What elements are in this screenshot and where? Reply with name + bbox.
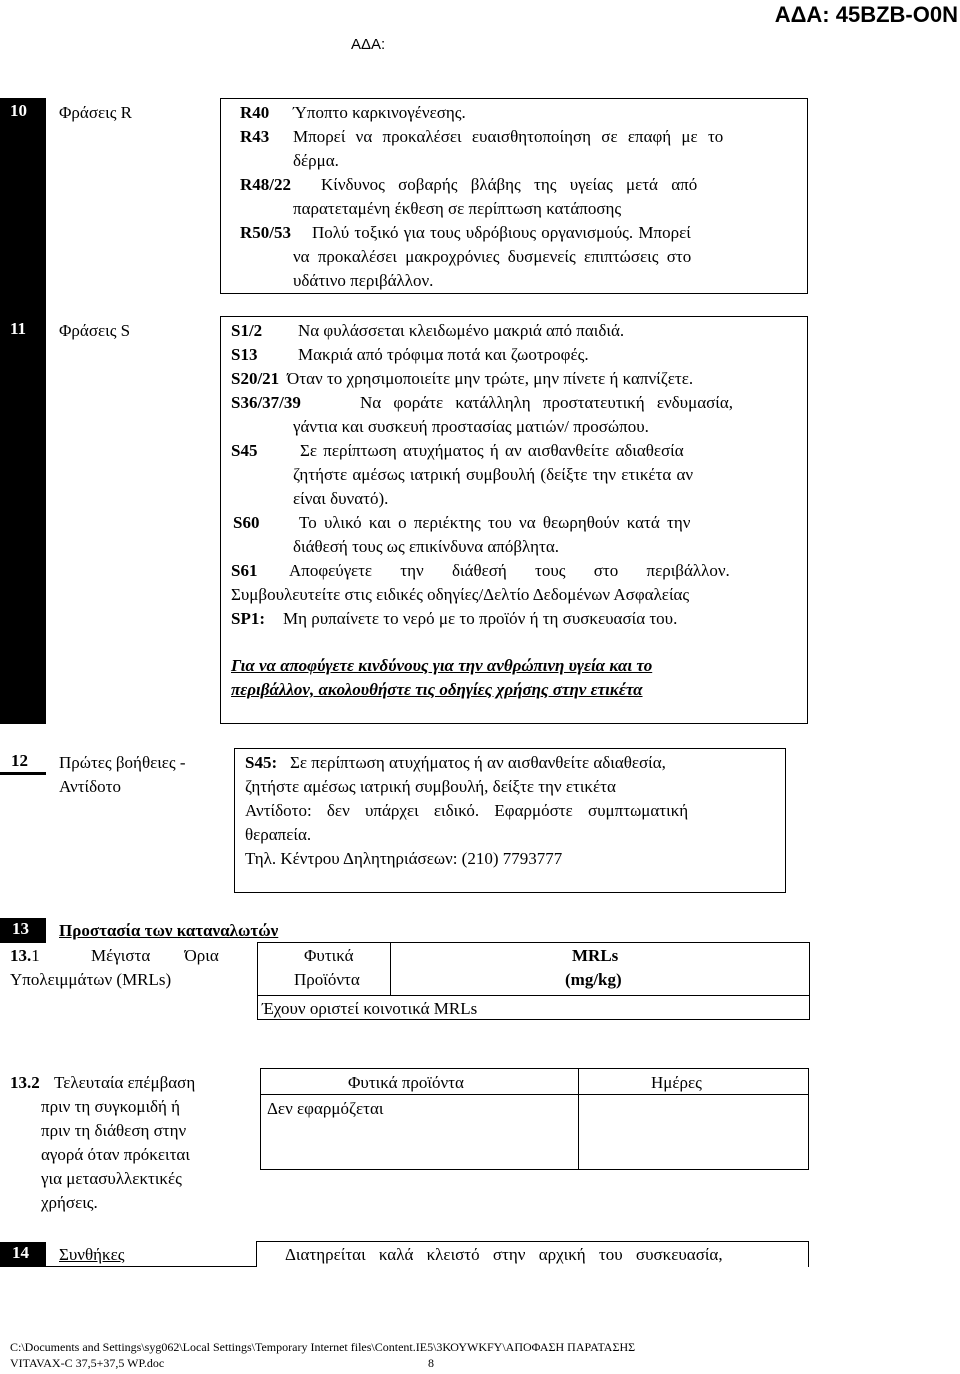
s10-code: R43 (240, 127, 270, 146)
sub-13-2-label-line: πριν τη διάθεση στην (41, 1121, 187, 1140)
mrl-col-mrls-1: MRLs (572, 946, 619, 965)
ada-top: ΑΔΑ: 45ΒΖΒ-Ο0Ν (774, 2, 958, 27)
sub-13-1-num-a: 13. (10, 946, 32, 965)
section-12-number: 12 (11, 751, 28, 770)
s11-text: Το υλικό και ο περιέκτης του να θεωρηθούν κατά την (299, 513, 691, 532)
s11-code: S60 (233, 513, 260, 532)
phi-col-days: Ημέρες (651, 1073, 702, 1092)
footer-path: C:\Documents and Settings\syg062\Local Settings\Temporary Internet files\Content.IE5\3ΚΟΥWKFY\ΑΠΟΦΑΣΗ ΠΑΡΑΤΑΣΗΣ (10, 1340, 636, 1354)
s10-text: Πολύ τοξικό για τους υδρόβιους οργανισμούς. Μπορεί (312, 223, 691, 242)
sub-13-1-number (10, 944, 40, 968)
s11-code: S13 (231, 345, 258, 364)
s10-text: δέρμα. (293, 151, 339, 170)
section-13-number: 13 (12, 919, 29, 938)
section-12-title-2: Αντίδοτο (59, 777, 121, 796)
section-11-title: Φράσεις S (59, 321, 131, 340)
s11-text: διάθεσή τους ως επικίνδυνα απόβλητα. (293, 537, 559, 556)
s11-text: ζητήστε αμέσως ιατρική συμβουλή (δείξτε την ετικέτα αν (293, 465, 694, 484)
section-14-number: 14 (12, 1243, 29, 1262)
s11-text: Μη ρυπαίνετε το νερό με το προϊόν ή τη συσκευασία του. (283, 609, 678, 628)
s10-text: παρατεταμένη έκθεση σε περίπτωση κατάποσης (293, 199, 622, 218)
footer-file: VITAVAX-C 37,5+37,5 WP.doc (10, 1356, 165, 1370)
sub-13-2-number: 13.2 (10, 1073, 40, 1092)
section-12-line-5: Τηλ. Κέντρου Δηλητηριάσεων: (210) 7793777 (245, 849, 563, 868)
section-10-bar (0, 98, 46, 724)
section-12-line-1: Σε περίπτωση ατυχήματος ή αν αισθανθείτε αδιαθεσία, (290, 753, 666, 772)
section-12-line-2: ζητήστε αμέσως ιατρική συμβουλή, δείξτε την ετικέτα (245, 777, 616, 796)
mrl-col-mrls-2: (mg/kg) (565, 970, 622, 989)
phi-header-divider (260, 1094, 809, 1095)
section-11-number: 11 (10, 319, 27, 338)
s11-text: Μακριά από τρόφιμα ποτά και ζωοτροφές. (298, 345, 589, 364)
sub-13-1-label-1: Μέγιστα Όρια (91, 946, 219, 965)
s11-code: S36/37/39 (231, 393, 301, 412)
s10-text: Κίνδυνος σοβαρής βλάβης της υγείας μετά από (321, 175, 698, 194)
footer-page: 8 (428, 1356, 434, 1370)
s11-text: γάντια και συσκευή προστασίας ματιών/ προσώπου. (293, 417, 649, 436)
sub-13-1-num-b: 1 (31, 946, 40, 965)
section-12-underline (0, 772, 46, 775)
section-11-warning-2: περιβάλλον, ακολουθήστε τις οδηγίες χρήσης στην ετικέτα (231, 680, 643, 699)
section-14-title: Συνθήκες (59, 1245, 125, 1264)
mrl-col-products-1: Φυτικά (304, 946, 354, 965)
section-12-line-3: Αντίδοτο: δεν υπάρχει ειδικό. Εφαρμόστε συμπτωματική (245, 801, 689, 820)
ada-label: ΑΔΑ: (351, 36, 386, 53)
s10-text: Μπορεί να προκαλέσει ευαισθητοποίηση σε επαφή με το (293, 127, 724, 146)
section-13-title: Προστασία των καταναλωτών (59, 921, 279, 940)
s11-text: είναι δυνατό). (293, 489, 389, 508)
phi-value: Δεν εφαρμόζεται (267, 1099, 384, 1118)
s10-text: υδάτινο περιβάλλον. (293, 271, 434, 290)
section-11-warning-1: Για να αποφύγετε κινδύνους για την ανθρώπινη υγεία και το (231, 656, 653, 675)
sub-13-2-label-line: πριν τη συγκομιδή ή (41, 1097, 181, 1116)
section-12-s45-code: S45: (245, 753, 278, 772)
s11-text: Σε περίπτωση ατυχήματος ή αν αισθανθείτε αδιαθεσία (300, 441, 684, 460)
section-14-text: Διατηρείται καλά κλειστό στην αρχική του συσκευασία, (285, 1245, 723, 1264)
s10-code: R50/53 (240, 223, 291, 242)
sub-13-2-label-line: για μετασυλλεκτικές (41, 1169, 182, 1188)
s10-text: να προκαλέσει μακροχρόνιες δυσμενείς επιπτώσεις στο (293, 247, 692, 266)
s11-text: Συμβουλευτείτε στις ειδικές οδηγίες/Δελτίο Δεδομένων Ασφαλείας (231, 585, 690, 604)
phi-col-products: Φυτικά προϊόντα (348, 1073, 464, 1092)
sub-13-2-label-line: χρήσεις. (41, 1193, 98, 1212)
section-10-number: 10 (10, 101, 27, 120)
section-10-title: Φράσεις R (59, 103, 133, 122)
section-12-line-4: θεραπεία. (245, 825, 312, 844)
mrl-note: Έχουν οριστεί κοινοτικά MRLs (262, 999, 478, 1018)
sub-13-2-label-line: Τελευταία επέμβαση (54, 1073, 196, 1092)
section-14-title-line (46, 1266, 256, 1267)
s11-code: S20/21 (231, 369, 280, 388)
s11-code: S1/2 (231, 321, 263, 340)
s11-text: Να φυλάσσεται κλειδωμένο μακριά από παιδιά. (298, 321, 625, 340)
s11-text: Να φοράτε κατάλληλη προστατευτική ενδυμασία, (360, 393, 734, 412)
sub-13-2-label-line: αγορά όταν πρόκειται (41, 1145, 190, 1164)
s11-code: SP1: (231, 609, 265, 628)
s11-code: S61 (231, 561, 258, 580)
s10-text: Ύποπτο καρκινογένεσης. (293, 103, 466, 122)
section-12-title-1: Πρώτες βοήθειες - (59, 753, 186, 772)
sub-13-1-label-2: Υπολειμμάτων (MRLs) (10, 970, 172, 989)
s10-code: R48/22 (240, 175, 291, 194)
s11-code: S45 (231, 441, 258, 460)
s10-code: R40 (240, 103, 270, 122)
mrl-col-products-2: Προϊόντα (294, 970, 360, 989)
s11-text: Αποφεύγετε την διάθεσή τους στο περιβάλλον. (289, 561, 730, 580)
s11-text: Όταν το χρησιμοποιείτε μην τρώτε, μην πίνετε ή καπνίζετε. (287, 369, 694, 388)
